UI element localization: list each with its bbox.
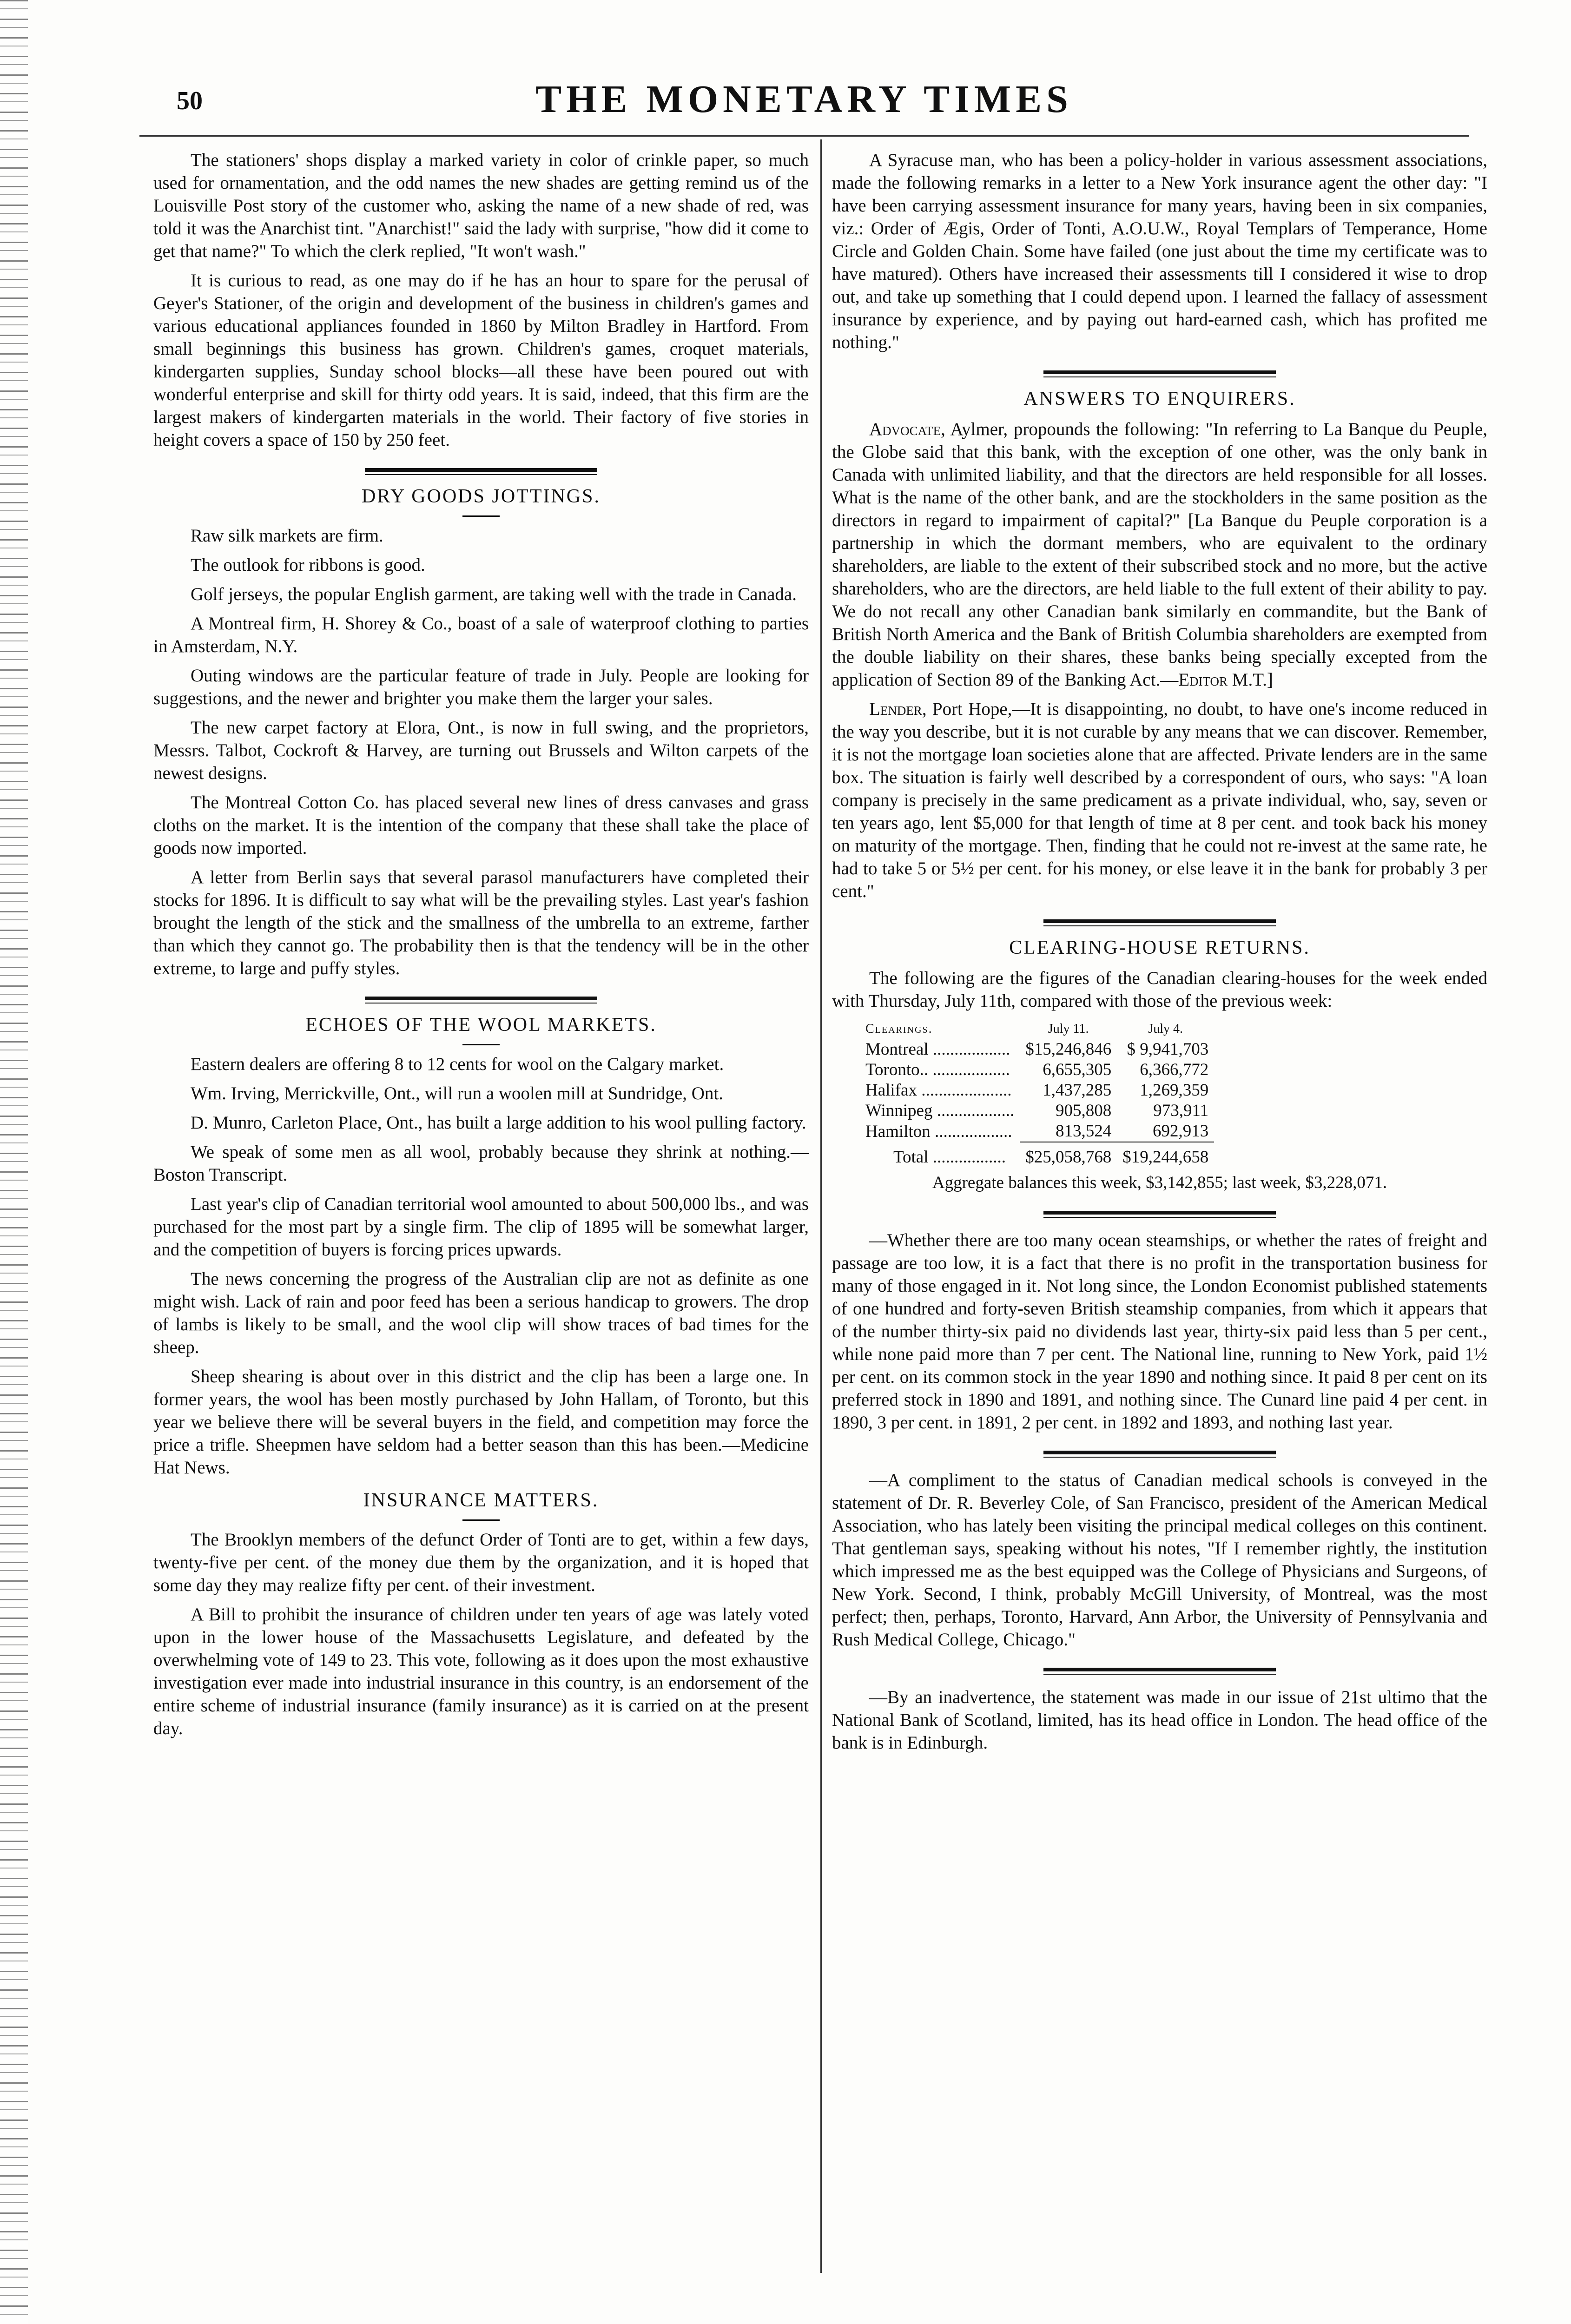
- table-row: [860, 1039, 1214, 1060]
- wool-item: Last year's clip of Canadian territorial wool amounted to about 500,000 lbs., and was purchased for the most part by a single firm. The clip of 1895 will be somewhat larger, and the competition of buyers is forcing prices upwards.: [153, 1194, 809, 1260]
- advocate-close: ]: [1267, 670, 1273, 690]
- july11-value: 6,655,305: [1043, 1060, 1112, 1079]
- heading-underline: [462, 1519, 500, 1521]
- leader-dots: ..................: [935, 1122, 1012, 1141]
- table-row: [860, 1121, 1214, 1142]
- editor-signature: Editor M.T.: [1178, 670, 1267, 690]
- steamships-paragraph: —Whether there are too many ocean steamships, or whether the rates of freight and passage are too low, it is a fact that there is no profit in the transportation business for many of those engaged in it. Not long since, the London Economist published statements of one hundred and forty-seven British steamship companies, from which it appears that of the number thirty-six paid no dividends last year, thirty-six paid less than 5 per cent., while none paid more than 7 per cent. The National line, running to New York, paid 1½ per cent. on its common stock in the year 1890 and nothing since. It paid 8 per cent on its preferred stock in 1890 and 1891, and nothing since. The Cunard line paid 4 per cent. in 1890, 3 per cent. in 1891, 2 per cent. in 1892 and 1893, and nothing last year.: [832, 1230, 1487, 1433]
- section-rule: [365, 997, 597, 1004]
- section-rule: [1043, 1451, 1276, 1458]
- wool-item: Wm. Irving, Merrickville, Ont., will run a woolen mill at Sundridge, Ont.: [191, 1083, 723, 1103]
- leader-dots: .................: [932, 1148, 1006, 1167]
- city-name: Montreal: [865, 1040, 929, 1059]
- dry-goods-item: Outing windows are the particular feature of trade in July. People are looking for suggestions, and the newer and brighter you make them the larger your sales.: [153, 666, 809, 708]
- leader-dots: ..................: [932, 1040, 1010, 1059]
- section-rule: [1043, 1668, 1276, 1675]
- insurance-heading: INSURANCE MATTERS.: [363, 1490, 599, 1511]
- total-july11: $25,058,768: [1020, 1142, 1117, 1168]
- bank-scotland-paragraph: —By an inadvertence, the statement was made in our issue of 21st ultimo that the National Bank of Scotland, limited, has its head office in London. The head office of the bank is in Edinburgh.: [832, 1687, 1487, 1753]
- insurance-item: The Brooklyn members of the defunct Order of Tonti are to get, within a few days, twenty-five per cent. of the money due them by the organization, and it is hoped that some day they may realize fifty per cent. of their investment.: [153, 1530, 809, 1595]
- advocate-name: Advocate: [869, 419, 941, 439]
- left-column: [153, 149, 809, 1746]
- col-header-july4: July 4.: [1148, 1022, 1183, 1036]
- col-header-clearings: Clearings.: [865, 1022, 933, 1036]
- city-name: Halifax: [865, 1081, 917, 1100]
- insurance-item: A Bill to prohibit the insurance of children under ten years of age was lately voted upon in the lower house of the Massachusetts Legislature, and defeated by the overwhelming vote of 149 to 23. This vote, following as it does upon the most exhaustive investigation ever made into industrial insurance in this country, is an endorsement of the entire scheme of industrial insurance (family insurance) as it is carried on at the present day.: [153, 1604, 809, 1738]
- dry-goods-item: A Montreal firm, H. Shorey & Co., boast of a sale of waterproof clothing to parties in Amsterdam, N.Y.: [153, 614, 809, 656]
- advocate-text: , Aylmer, propounds the following: "In referring to La Banque du Peuple, the Globe said that this bank, with the exception of one other, was the only bank in Canada with unlimited liability, and that the directors are held responsible for all losses. What is the name of the other bank, and are the stockholders in the same position as the directors in regard to impairment of capital?" [La Banque du Peuple corporation is a partnership in which the dormant members, who are equivalent to the ordinary shareholders, are liable to the extent of their subscribed stock and no more, but the active shareholders, who are the directors, are held liable to the full extent of their ability to pay. We do not recall any other Canadian bank similarly en commandite, but the Bank of British North America and the Bank of British Columbia shareholders are exempted from the double liability on their shares, these banks being specially excepted from the application of Section 89 of the Banking Act.—: [832, 419, 1487, 690]
- dry-goods-item: The outlook for ribbons is good.: [191, 555, 425, 575]
- wool-item: We speak of some men as all wool, probably because they shrink at nothing.—Boston Transcript.: [153, 1142, 809, 1185]
- july11-value: 1,437,285: [1043, 1081, 1112, 1100]
- dry-goods-item: The Montreal Cotton Co. has placed several new lines of dress canvases and grass cloths on the market. It is the intention of the company that these shall take the place of goods now imported.: [153, 792, 809, 858]
- july4-value: 1,269,359: [1140, 1081, 1209, 1100]
- july4-value: 6,366,772: [1140, 1060, 1209, 1079]
- lender-text: , Port Hope,—It is disappointing, no doubt, to have one's income reduced in the way you describe, but it is not curable by any means that we can discover. Remember, it is not the mortgage loan societies alone that are affected. Private lenders are in the same box. The situation is fairly well described by a correspondent of ours, who says: "A loan company is precisely in the same predicament as a private individual, who, say, seven or ten years ago, lent $5,000 for that length of time at 8 per cent. and took back his money on maturity of the mortgage. Then, finding that he could not re-invest at the same rate, he had to take 5 or 5½ per cent. for his money, or else leave it in the bank for probably 3 per cent.": [832, 699, 1487, 901]
- wool-item: The news concerning the progress of the Australian clip are not as definite as one might wish. Lack of rain and poor feed has been a serious handicap to growers. The drop of lambs is likely to be small, and the wool clip will show traces of bad times for the sheep.: [153, 1269, 809, 1357]
- page-header: [139, 77, 1469, 128]
- col-header-july11: July 11.: [1048, 1022, 1089, 1036]
- stationers-paragraph: The stationers' shops display a marked variety in color of crinkle paper, so much used for ornamentation, and the odd names the new shades are getting remind us of the Louisville Post story of the customer who, asking the name of a new shade of red, was told it was the Anarchist tint. "Anarchist!" said the lady with surprise, "how did it come to get that name?" To which the clerk replied, "It won't wash.": [153, 150, 809, 261]
- bradley-paragraph: It is curious to read, as one may do if he has an hour to spare for the perusal of Geyer's Stationer, of the origin and development of the business in children's games and various educational appliances founded in 1860 by Milton Bradley in Hartford. From small beginnings this business has grown. Children's games, croquet materials, kindergarten supplies, Sunday school blocks—all these have been poured out with wonderful enterprise and skill for thirty odd years. It is said, indeed, that this firm are the largest makers of kindergarten materials in the world. Their factory of five stories in height covers a space of 150 by 250 feet.: [153, 271, 809, 450]
- page-number: 50: [177, 86, 203, 115]
- table-row: [860, 1080, 1214, 1101]
- total-row: [860, 1142, 1214, 1168]
- section-rule: [1043, 919, 1276, 926]
- masthead-title: THE MONETARY TIMES: [535, 78, 1073, 121]
- july4-value: $ 9,941,703: [1127, 1040, 1209, 1059]
- syracuse-paragraph: A Syracuse man, who has been a policy-holder in various assessment associations, made the following remarks in a letter to a New York insurance agent the other day: "I have been carrying assessment insurance for many years, having been in six companies, viz.: Order of Ægis, Order of Tonti, A.O.U.W., Royal Templars of Temperance, Home Circle and Golden Chain. Some have failed (one just about the time my certificate was to have matured). Others have increased their assessments till I considered it wise to drop out, and take up something that I could depend upon. I learned the fallacy of assessment insurance by experience, and by paying out hard-earned cash, which has profited me nothing.": [832, 150, 1487, 352]
- clearing-intro: The following are the figures of the Canadian clearing-houses for the week ended with Thursday, July 11th, compared with those of the previous week:: [832, 968, 1487, 1011]
- clearing-heading: CLEARING-HOUSE RETURNS.: [1009, 937, 1310, 958]
- wool-item: Sheep shearing is about over in this district and the clip has been a large one. In former years, the wool has been mostly purchased by John Hallam, of Toronto, but this year we believe there will be several buyers in the field, and competition may force the price a trifle. Sheepmen have seldom had a better season than this has been.—Medicine Hat News.: [153, 1367, 809, 1478]
- section-rule: [1043, 1211, 1276, 1218]
- section-rule: [365, 468, 597, 475]
- leader-dots: ..................: [932, 1060, 1010, 1079]
- july4-value: 973,911: [1153, 1101, 1209, 1120]
- section-rule: [1043, 370, 1276, 377]
- july4-value: 692,913: [1152, 1122, 1209, 1141]
- binding-edge: [0, 0, 28, 2324]
- wool-item: D. Munro, Carleton Place, Ont., has built a large addition to his wool pulling factory.: [191, 1113, 806, 1133]
- advocate-answer: [832, 418, 1487, 691]
- lender-name: Lender: [869, 699, 922, 719]
- dry-goods-item: Raw silk markets are firm.: [191, 526, 383, 546]
- wool-item: Eastern dealers are offering 8 to 12 cents for wool on the Calgary market.: [191, 1054, 724, 1074]
- wool-markets-heading: ECHOES OF THE WOOL MARKETS.: [305, 1014, 657, 1036]
- dry-goods-heading: DRY GOODS JOTTINGS.: [362, 486, 601, 507]
- aggregate-balances: Aggregate balances this week, $3,142,855; last week, $3,228,071.: [932, 1173, 1387, 1192]
- dry-goods-item: The new carpet factory at Elora, Ont., is now in full swing, and the proprietors, Messrs. Talbot, Cockroft & Harvey, are turning out Brussels and Wilton carpets of the newest designs.: [153, 718, 809, 783]
- total-july4: $19,244,658: [1117, 1142, 1214, 1168]
- heading-underline: [462, 1044, 500, 1045]
- dry-goods-item: Golf jerseys, the popular English garment, are taking well with the trade in Canada.: [191, 584, 797, 604]
- dry-goods-item: A letter from Berlin says that several parasol manufacturers have completed their stocks for 1896. It is difficult to say what will be the prevailing styles. Last year's fashion brought the length of the stick and the smallness of the umbrella to an extreme, farther than which they cannot go. The probability then is that the tendency will be in the other extreme, to large and puffy styles.: [153, 867, 809, 978]
- leader-dots: .....................: [921, 1081, 1012, 1100]
- lender-answer: [832, 698, 1487, 903]
- city-name: Hamilton: [865, 1122, 931, 1141]
- column-divider: [820, 139, 822, 2273]
- right-column: [832, 149, 1487, 1761]
- answers-heading: ANSWERS TO ENQUIRERS.: [1023, 388, 1296, 409]
- table-row: [860, 1101, 1214, 1121]
- header-rule: [139, 135, 1469, 137]
- july11-value: $15,246,846: [1025, 1040, 1112, 1059]
- heading-underline: [462, 515, 500, 517]
- july11-value: 905,808: [1055, 1101, 1112, 1120]
- table-row: [860, 1060, 1214, 1080]
- city-name: Toronto..: [865, 1060, 929, 1079]
- july11-value: 813,524: [1055, 1122, 1112, 1141]
- clearing-table: [860, 1019, 1214, 1168]
- medical-schools-paragraph: —A compliment to the status of Canadian medical schools is conveyed in the statement of Dr. R. Beverley Cole, of San Francisco, president of the American Medical Association, who has lately been visiting the principal medical colleges on this continent. That gentleman says, speaking without his notes, "If I remember rightly, the institution which impressed me as the best equipped was the College of Physicians and Surgeons, of New York. Second, I think, probably McGill University, of Montreal, was the most perfect; then, perhaps, Toronto, Harvard, Ann Arbor, the University of Pennsylvania and Rush Medical College, Chicago.": [832, 1470, 1487, 1650]
- city-name: Winnipeg: [865, 1101, 933, 1120]
- table-header-row: [860, 1019, 1214, 1039]
- leader-dots: ..................: [937, 1101, 1015, 1120]
- total-label: Total: [893, 1148, 929, 1167]
